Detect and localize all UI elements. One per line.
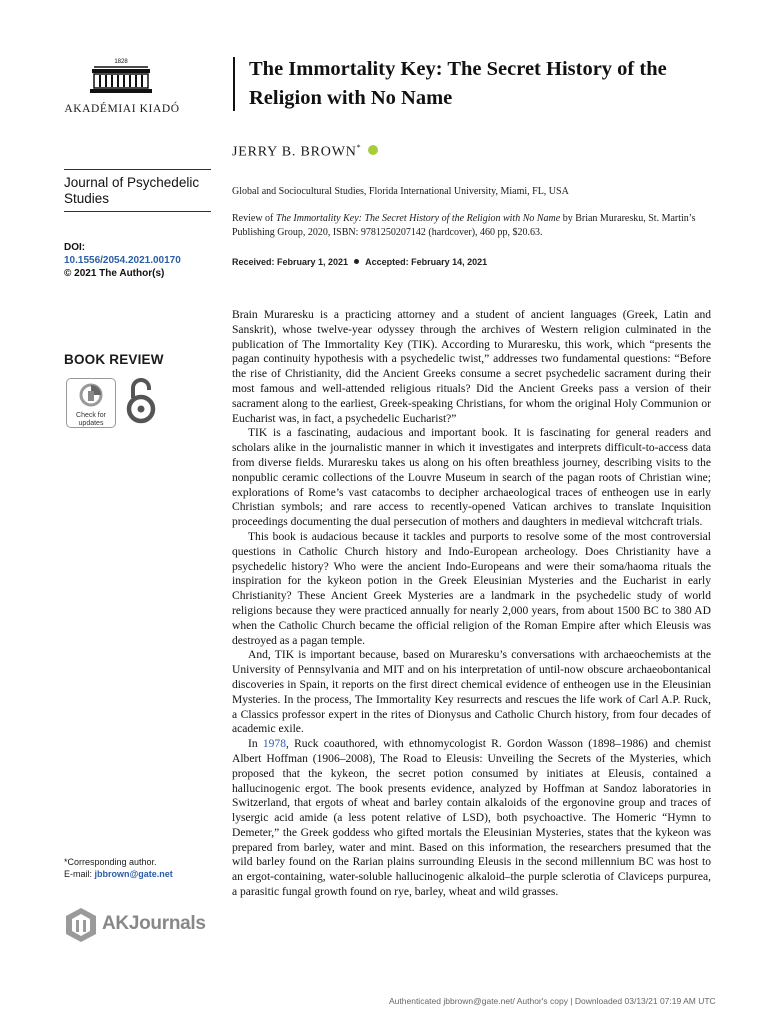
publisher-logo xyxy=(64,56,180,115)
paragraph: In 1978, Ruck coauthored, with ethnomycologist R. Gordon Wasson (1898–1986) and chemist Albert Hoffman (1906–2008), The Road to Eleusis: Unveiling the Secrets of the Mysteries, which proposed that the kykeon, the secret potion consumed by initiates at Eleusis, contained a hallucinogenic ergot. The book presents evidence, analyzed by Hoffman at Sandoz laboratories in Switzerland, that ergots of wheat and barley contain alkaloids of the ergonovine group and traces of lysergic acid amide (a less potent relative of LSD), both psychoactive. The Homeric “Hymn to Demeter,” the Greek goddess who gifted mortals the Eleusinian Mysteries, states that the kykeon was prepared from barley, water and mint. Based on this information, the researchers presumed that the wild barley found on the Rarian plains surrounding Eleusis in the second millennium BC was host to an ergot-containing, water-soluble hallucinogenic alkaloid–the purple sclerotia of Claviceps purpurea, a parasitic fungal growth found on rye, barley, wheat and wild grasses. xyxy=(232,738,711,899)
accepted-date: Accepted: February 14, 2021 xyxy=(365,257,488,267)
bullet-separator xyxy=(354,259,359,264)
review-citation: Review of The Immortality Key: The Secret History of the Religion with No Name by Brian Muraresku, St. Martin’s Publishing Group, 2020, ISBN: 9781250207142 (hardcover), 460 pp, $20.63. xyxy=(232,213,696,238)
open-access-lock-icon xyxy=(124,376,158,426)
journal-name: Journal of Psychedelic Studies xyxy=(64,175,200,206)
article-title: The Immortality Key: The Secret History of the Religion with No Name xyxy=(249,58,667,109)
paragraph: This book is audacious because it tackles and purports to resolve some of the most controversial questions in Catholic Church history and Indo-European archeology. Does Christianity have a psychedelic history? Who were the ancient Indo-Europeans and were their soma/haoma rituals the inspiration for the kykeon potion in the Greek Eleusinian Mysteries and the Eucharist in early Christianity? These Ancient Greek Mysteries are a landmark in the psychedelic study of world religions because they were practiced annually for nearly 2,000 years, from about 1500 BC to 380 AD when the Catholic Church became the official religion of the Roman Empire after which Eleusis was destroyed as a pagan temple. xyxy=(232,530,711,647)
author-mark: * xyxy=(356,143,362,152)
check-updates-label: Check for updates xyxy=(76,412,106,427)
affiliation: Global and Sociocultural Studies, Florida International University, Miami, FL, USA xyxy=(232,186,569,197)
correspondence-block xyxy=(64,856,224,880)
akjournals-icon xyxy=(64,906,98,942)
check-updates-icon xyxy=(79,383,103,407)
reviewed-book-title: The Immortality Key: The Secret History of the Religion with No Name xyxy=(275,213,561,224)
founded-year: 1828 xyxy=(114,59,128,65)
email-line xyxy=(64,868,224,880)
check-for-updates-button[interactable] xyxy=(66,378,116,428)
divider xyxy=(64,211,211,212)
download-footer: Authenticated jbbrown@gate.net/ Author's copy | Downloaded 03/13/21 07:19 AM UTC xyxy=(389,996,716,1006)
email-label: E-mail: xyxy=(64,869,95,879)
academy-building-icon xyxy=(86,56,156,96)
title-accent-bar xyxy=(233,57,235,111)
article-body xyxy=(232,308,711,900)
akjournals-name: AKJournals xyxy=(102,913,206,934)
author-name: JERRY B. BROWN xyxy=(232,144,357,160)
copyright: © 2021 The Author(s) xyxy=(64,268,165,279)
email-link[interactable]: jbbrown@gate.net xyxy=(94,869,173,879)
paragraph: Brain Muraresku is a practicing attorney and a student of ancient languages (Greek, Latin and Sanskrit), whose twelve-year odyssey through the archives of Western religion culminated in the publication of The Immortality Key (TIK). According to Muraresku, this work, which “presents the pagan continuity hypothesis with a psychedelic twist,” addresses two fundamental questions: “Before the rise of Christianity, did the Ancient Greeks consume a secret psychedelic sacrament during their most famous and well-attended religious rituals? Did the Ancient Greeks pass a version of their sacrament along to the earliest, Greek-speaking Christians, for whom the original Holy Communion or Eucharist was, in fact, a psychedelic Eucharist?” xyxy=(232,309,711,425)
author-line xyxy=(232,143,378,161)
doi-label: DOI: xyxy=(64,242,86,253)
received-date: Received: February 1, 2021 xyxy=(232,257,349,267)
doi-block xyxy=(64,241,224,280)
corresponding-author-label: *Corresponding author. xyxy=(64,857,157,867)
article-dates xyxy=(232,257,487,267)
publisher-name: AKADÉMIAI KIADÓ xyxy=(64,103,180,115)
orcid-icon[interactable] xyxy=(368,145,378,155)
akjournals-logo xyxy=(64,906,206,942)
paragraph: TIK is a fascinating, audacious and important book. It is fascinating for general readers and scholars alike in the journalistic manner in which it investigates and interprets difficult-to-access data from diverse fields. Muraresku takes us along on his often breathless journey, describing visits to the nonpublic ceramic collections of the Louvre Museum in search of the pagan roots of Christian wine; explorations of Rome’s vast catacombs to decipher archaeological traces of entheogen use in early Christian symbols; and rare access to recently-opened Vatican archives to translate Inquisition proceedings documenting the dual persecution of mothers and daughters in medieval witchcraft trials. xyxy=(232,427,711,529)
doi-link[interactable]: 10.1556/2054.2021.00170 xyxy=(64,255,181,266)
citation-link[interactable]: 1978 xyxy=(262,738,286,751)
section-label: BOOK REVIEW xyxy=(64,352,164,367)
divider xyxy=(64,169,211,170)
paragraph: And, TIK is important because, based on Muraresku’s conversations with archaeochemists at the University of Pennsylvania and MIT and on his interpretation of until-now obscure archaeobontanical discoveries in Spain, it reports on the first direct chemical evidence of entheogen use in the Eleusinian Mysteries. In the process, The Immortality Key resurrects and rescues the life work of Carl A.P. Ruck, a Classics professor expert in the rites of Dionysus and Catholic Church history, from four decades of academic exile. xyxy=(232,649,711,736)
